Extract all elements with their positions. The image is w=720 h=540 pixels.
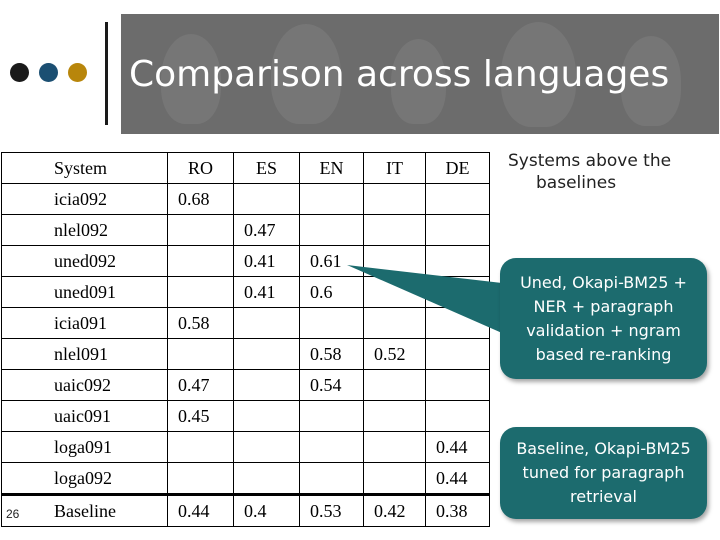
cell-it: 0.52 (364, 339, 426, 370)
col-header-it: IT (364, 153, 426, 184)
cell-system: nlel092 (2, 215, 168, 246)
cell-ro: 0.45 (168, 401, 234, 432)
slide-number: 26 (6, 507, 20, 521)
systems-above-note: Systems above the baselines (508, 151, 672, 193)
cell-en: 0.6 (300, 277, 364, 308)
cell-es: 0.4 (234, 495, 300, 527)
cell-system: Baseline (2, 495, 168, 527)
cell-system: nlel091 (2, 339, 168, 370)
slide-title: Comparison across languages (129, 54, 670, 95)
cell-es: 0.47 (234, 215, 300, 246)
cell-system: uned092 (2, 246, 168, 277)
col-header-ro: RO (168, 153, 234, 184)
cell-it: 0.42 (364, 495, 426, 527)
cell-system: uaic092 (2, 370, 168, 401)
cell-system: icia091 (2, 308, 168, 339)
cell-system: uned091 (2, 277, 168, 308)
cell-ro: 0.47 (168, 370, 234, 401)
col-header-system: System (2, 153, 168, 184)
cell-de: 0.44 (426, 463, 490, 495)
cell-en: 0.58 (300, 339, 364, 370)
col-header-de: DE (426, 153, 490, 184)
cell-ro: 0.44 (168, 495, 234, 527)
col-header-en: EN (300, 153, 364, 184)
cell-de: 0.38 (426, 495, 490, 527)
cell-en: 0.61 (300, 246, 364, 277)
col-header-es: ES (234, 153, 300, 184)
cell-de: 0.44 (426, 432, 490, 463)
cell-en: 0.54 (300, 370, 364, 401)
cell-ro: 0.58 (168, 308, 234, 339)
cell-system: loga091 (2, 432, 168, 463)
cell-ro: 0.68 (168, 184, 234, 215)
cell-system: icia092 (2, 184, 168, 215)
uned-callout: Uned, Okapi-BM25 + NER + paragraph validation + ngram based re-ranking (500, 258, 707, 379)
cell-system: loga092 (2, 463, 168, 495)
cell-es: 0.41 (234, 277, 300, 308)
cell-system: uaic091 (2, 401, 168, 432)
baseline-callout: Baseline, Okapi-BM25 tuned for paragraph retrieval (500, 427, 707, 519)
cell-es: 0.41 (234, 246, 300, 277)
cell-en: 0.53 (300, 495, 364, 527)
